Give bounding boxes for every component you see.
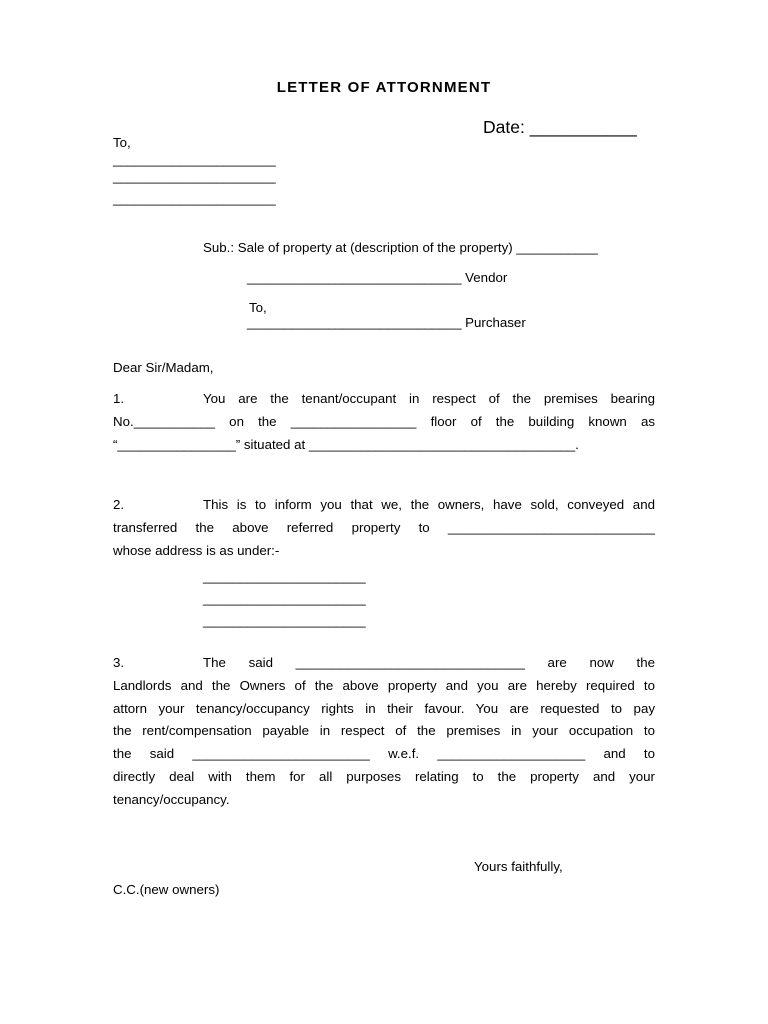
address-line: ______________________ — [113, 191, 276, 206]
paragraph-line: the rent/compensation payable in respect of the premises in your occupation to — [113, 723, 655, 739]
paragraph-line: transferred the above referred property to ____________________________ — [113, 519, 655, 535]
purchaser-address-line: ______________________ — [203, 613, 366, 628]
address-line: ______________________ — [113, 169, 276, 184]
paragraph-line: 3. The said _______________________________ are now the — [113, 652, 655, 675]
paragraph-number: 2. — [113, 497, 125, 512]
paragraph-2 — [113, 494, 655, 562]
paragraph-line: “________________” situated at ____________________________________. — [113, 436, 579, 452]
purchaser-address-line: ______________________ — [203, 569, 366, 584]
purchaser-line: _____________________________ Purchaser — [247, 315, 526, 330]
date-field: Date: ___________ — [483, 117, 637, 137]
salutation: Dear Sir/Madam, — [113, 360, 214, 375]
paragraph-line: 2. This is to inform you that we, the owners, have sold, conveyed and — [113, 494, 655, 517]
paragraph-1 — [113, 388, 655, 456]
to-label-purchaser: To, — [249, 300, 267, 315]
paragraph-line: directly deal with them for all purposes relating to the property and your — [113, 768, 655, 784]
paragraph-3 — [113, 652, 655, 812]
purchaser-address-line: ______________________ — [203, 591, 366, 606]
paragraph-line: Landlords and the Owners of the above property and you are hereby required to — [113, 677, 655, 693]
paragraph-line: No.___________ on the _________________ floor of the building known as — [113, 413, 655, 429]
paragraph-line: whose address is as under:- — [113, 542, 280, 558]
subject-line: Sub.: Sale of property at (description of the property) ___________ — [203, 240, 598, 255]
document-title: LETTER OF ATTORNMENT — [276, 79, 492, 96]
cc-line: C.C.(new owners) — [113, 882, 220, 897]
paragraph-line: tenancy/occupancy. — [113, 791, 230, 807]
address-line: ______________________ — [113, 152, 276, 167]
paragraph-line: 1. You are the tenant/occupant in respect of the premises bearing — [113, 388, 655, 411]
paragraph-number: 1. — [113, 391, 125, 406]
paragraph-line: attorn your tenancy/occupancy rights in their favour. You are requested to pay — [113, 700, 655, 716]
vendor-line: _____________________________ Vendor — [247, 270, 508, 285]
paragraph-number: 3. — [113, 655, 125, 670]
closing: Yours faithfully, — [474, 859, 563, 874]
to-label: To, — [113, 135, 131, 150]
paragraph-line: the said ________________________ w.e.f. ____________________ and to — [113, 746, 655, 762]
